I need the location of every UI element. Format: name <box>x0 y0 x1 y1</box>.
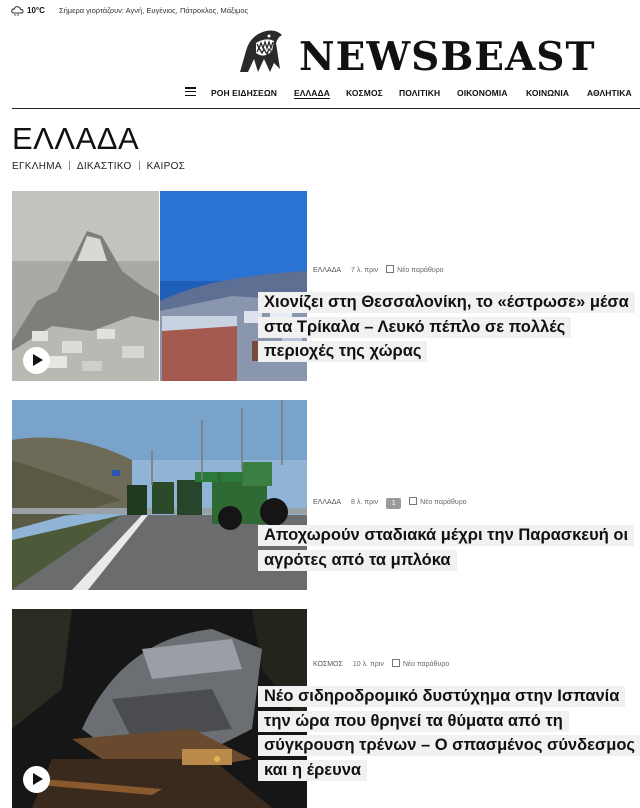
new-window-icon[interactable] <box>392 659 400 667</box>
top-bar <box>0 0 640 24</box>
new-window-icon[interactable] <box>386 265 394 273</box>
article-category[interactable]: ΚΟΣΜΟΣ <box>313 661 343 668</box>
nav-item-politics[interactable]: ΠΟΛΙΤΙΚΗ <box>399 88 441 98</box>
nav-item-society[interactable]: ΚΟΙΝΩΝΙΑ <box>526 88 570 98</box>
separator <box>69 161 70 170</box>
article-meta <box>313 265 444 274</box>
article-category[interactable]: ΕΛΛΑΔΑ <box>313 499 342 506</box>
article-headline-text[interactable]: Αποχωρούν σταδιακά μέχρι την Παρασκευή οι αγρότες από τα μπλόκα <box>258 525 634 571</box>
article-category[interactable]: ΕΛΛΑΔΑ <box>313 267 342 274</box>
subcategory-judicial[interactable]: ΔΙΚΑΣΤΙΚΟ <box>76 161 132 172</box>
hamburger-menu-icon[interactable] <box>185 87 196 96</box>
main-nav <box>0 84 640 102</box>
nav-item-sports[interactable]: ΑΘΛΗΤΙΚΑ <box>587 88 632 98</box>
article-headline[interactable] <box>258 523 640 572</box>
article-card <box>12 400 640 590</box>
play-icon[interactable] <box>23 766 50 793</box>
cloud-snow-icon <box>11 6 24 16</box>
nameday-text: Σήμερα γιορτάζουν: Αγνή, Ευγένιος, Πάτροκλος, Μάξιμος <box>59 6 249 15</box>
subcategory-crime[interactable]: ΕΓΚΛΗΜΑ <box>12 161 62 172</box>
shark-icon[interactable] <box>236 29 284 73</box>
article-card <box>12 609 640 808</box>
nav-item-world[interactable]: ΚΟΣΜΟΣ <box>346 88 383 98</box>
subcategory-nav <box>12 161 185 172</box>
article-headline[interactable] <box>258 290 640 364</box>
nav-divider <box>12 108 640 109</box>
article-time: 7 λ. πριν <box>351 267 379 274</box>
article-card <box>12 191 640 381</box>
nav-item-news-feed[interactable]: ΡΟΗ ΕΙΔΗΣΕΩΝ <box>211 88 277 98</box>
separator <box>139 161 140 170</box>
article-headline[interactable] <box>258 684 640 782</box>
page-title: ΕΛΛΑΔΑ <box>12 121 140 156</box>
new-window-link[interactable]: Νέο παράθυρο <box>402 661 450 668</box>
temperature: 10°C <box>27 6 45 15</box>
comment-count-icon[interactable]: 1 <box>386 498 401 509</box>
nav-item-greece[interactable]: ΕΛΛΑΔΑ <box>294 88 330 98</box>
nav-item-economy[interactable]: ΟΙΚΟΝΟΜΙΑ <box>457 88 508 98</box>
article-headline-text[interactable]: Χιονίζει στη Θεσσαλονίκη, το «έστρωσε» μέσα στα Τρίκαλα – Λευκό πέπλο σε πολλές περιοχές της χώρας <box>258 292 635 362</box>
article-meta <box>313 497 467 509</box>
site-logo[interactable]: NEWSBEAST <box>299 34 596 80</box>
article-meta <box>313 659 449 668</box>
article-time: 10 λ. πριν <box>352 661 384 668</box>
article-headline-text[interactable]: Νέο σιδηροδρομικό δυστύχημα στην Ισπανία την ώρα που θρηνεί τα θύματα από τη σύγκρουση τρένων – Ο σπασμένος σύνδεσμος και η έρευνα <box>258 686 640 781</box>
new-window-link[interactable]: Νέο παράθυρο <box>420 499 467 506</box>
play-icon[interactable] <box>23 347 50 374</box>
new-window-link[interactable]: Νέο παράθυρο <box>397 267 444 274</box>
new-window-icon[interactable] <box>409 497 417 505</box>
subcategory-weather[interactable]: ΚΑΙΡΟΣ <box>146 161 186 172</box>
article-time: 8 λ. πριν <box>351 499 379 506</box>
